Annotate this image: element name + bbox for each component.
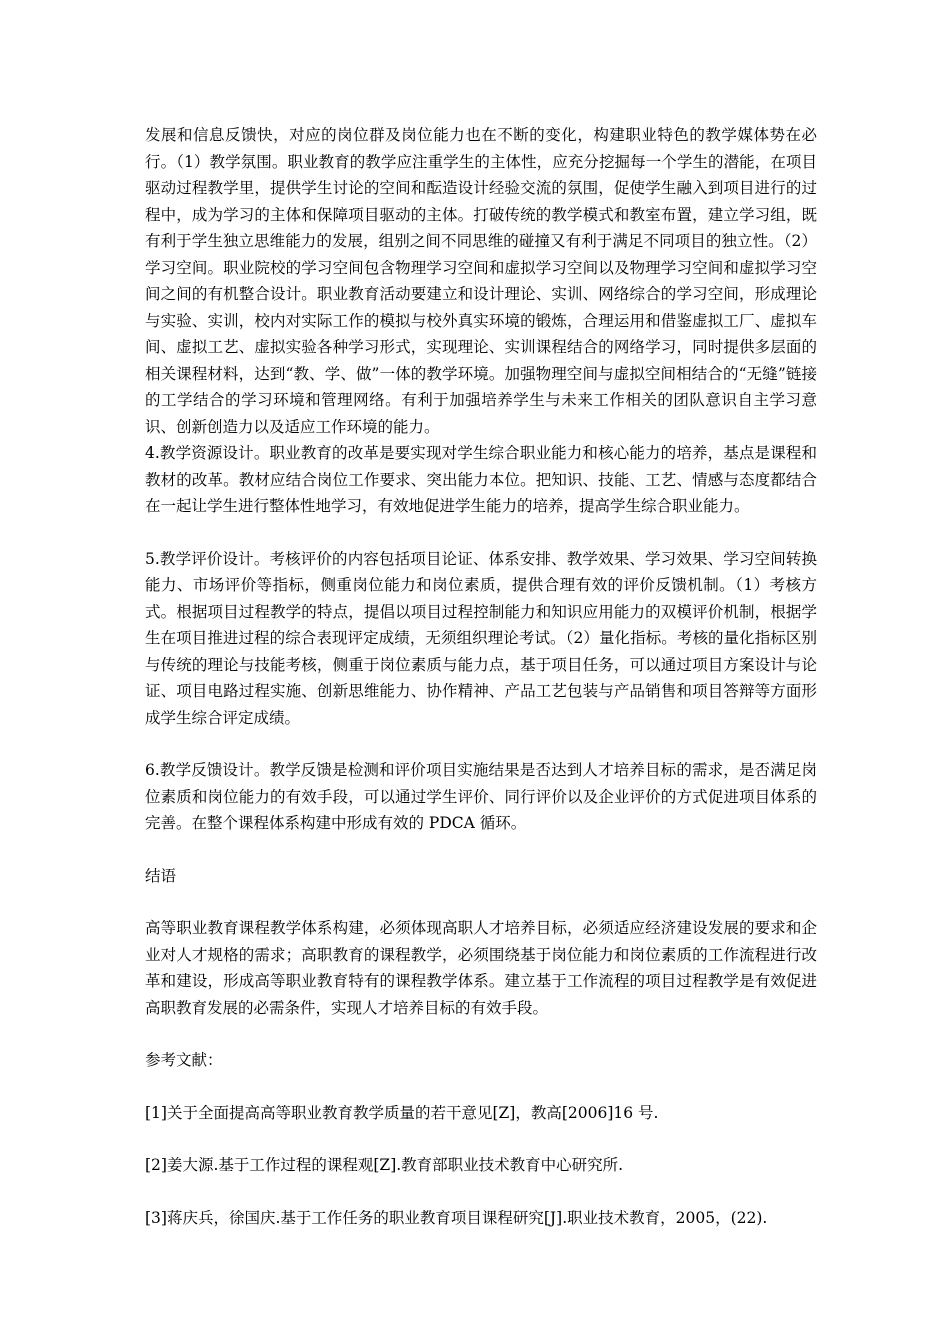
paragraph-gap [145,1179,817,1205]
references-heading: 参考文献： [145,1051,223,1069]
paragraph-feedback-design: 6.教学反馈设计。教学反馈是检测和评价项目实施结果是否达到人才培养目标的需求，是否满足岗位素质和岗位能力的有效手段，可以通过学生评价、同行评价以及企业评价的方式促进项目体系的完善。在整个课程体系构建中形成有效的 PDCA 循环。 [145,761,817,832]
paragraph-conclusion: 高等职业教育课程教学体系构建，必须体现高职人才培养目标，必须适应经济建设发展的要求和企业对人才规格的需求；高职教育的课程教学，必须围绕基于岗位能力和岗位素质的工作流程进行改革和建设，形成高等职业教育特有的课程教学体系。建立基于工作流程的项目过程教学是有效促进高职教育发展的必需条件，实现人才培养目标的有效手段。 [145,919,817,1017]
paragraph-media-design: 发展和信息反馈快，对应的岗位群及岗位能力也在不断的变化，构建职业特色的教学媒体势在必行。（1）教学氛围。职业教育的教学应注重学生的主体性，应充分挖掘每一个学生的潜能，在项目驱动过程教学里，提供学生讨论的空间和酝造设计经验交流的氛围，促使学生融入到项目进行的过程中，成为学习的主体和保障项目驱动的主体。打破传统的教学模式和教室布置，建立学习组，既有利于学生独立思维能力的发展，组别之间不同思维的碰撞又有利于满足不同项目的独立性。（2）学习空间。职业院校的学习空间包含物理学习空间和虚拟学习空间以及物理学习空间和虚拟学习空间之间的有机整合设计。职业教育活动要建立和设计理论、实训、网络综合的学习空间，形成理论与实验、实训，校内对实际工作的模拟与校外真实环境的锻炼，合理运用和借鉴虚拟工厂、虚拟车间、虚拟工艺、虚拟实验各种学习形式，实现理论、实训课程结合的网络学习，同时提供多层面的相关课程材料，达到“教、学、做”一体的教学环境。加强物理空间与虚拟空间相结合的“无缝”链接的工学结合的学习环境和管理网络。有利于加强培养学生与未来工作相关的团队意识自主学习意识、创新创造力以及适应工作环境的能力。 [145,126,817,436]
document-body [145,122,817,1231]
paragraph-evaluation-design: 5.教学评价设计。考核评价的内容包括项目论证、体系安排、教学效果、学习效果、学习空间转换能力、市场评价等指标，侧重岗位能力和岗位素质，提供合理有效的评价反馈机制。（1）考核方式。根据项目过程教学的特点，提倡以项目过程控制能力和知识应用能力的双模评价机制，根据学生在项目推进过程的综合表现评定成绩，无须组织理论考试。（2）量化指标。考核的量化指标区别与传统的理论与技能考核，侧重于岗位素质与能力点，基于项目任务，可以通过项目方案设计与论证、项目电路过程实施、创新思维能力、协作精神、产品工艺包装与产品销售和项目答辩等方面形成学生综合评定成绩。 [145,549,817,727]
paragraph-resource-design: 4.教学资源设计。职业教育的改革是要实现对学生综合职业能力和核心能力的培养，基点是课程和教材的改革。教材应结合岗位工作要求、突出能力本位。把知识、技能、工艺、情感与态度都结合在一起让学生进行整体性地学习，有效地促进学生能力的培养，提高学生综合职业能力。 [145,444,817,515]
paragraph-gap [145,889,817,915]
paragraph-gap [145,1126,817,1152]
reference-item-3: [3]蒋庆兵，徐国庆.基于工作任务的职业教育项目课程研究[J].职业技术教育，2005，(22). [145,1208,768,1227]
paragraph-gap [145,1021,817,1047]
paragraph-gap [145,520,817,546]
conclusion-heading: 结语 [145,866,177,885]
paragraph-gap [145,1074,817,1100]
paragraph-gap [145,731,817,757]
paragraph-gap [145,837,817,863]
reference-item-2: [2]姜大源.基于工作过程的课程观[Z].教育部职业技术教育中心研究所. [145,1156,624,1174]
reference-item-1: [1]关于全面提高高等职业教育教学质量的若干意见[Z]，教高[2006]16 号. [145,1103,659,1122]
